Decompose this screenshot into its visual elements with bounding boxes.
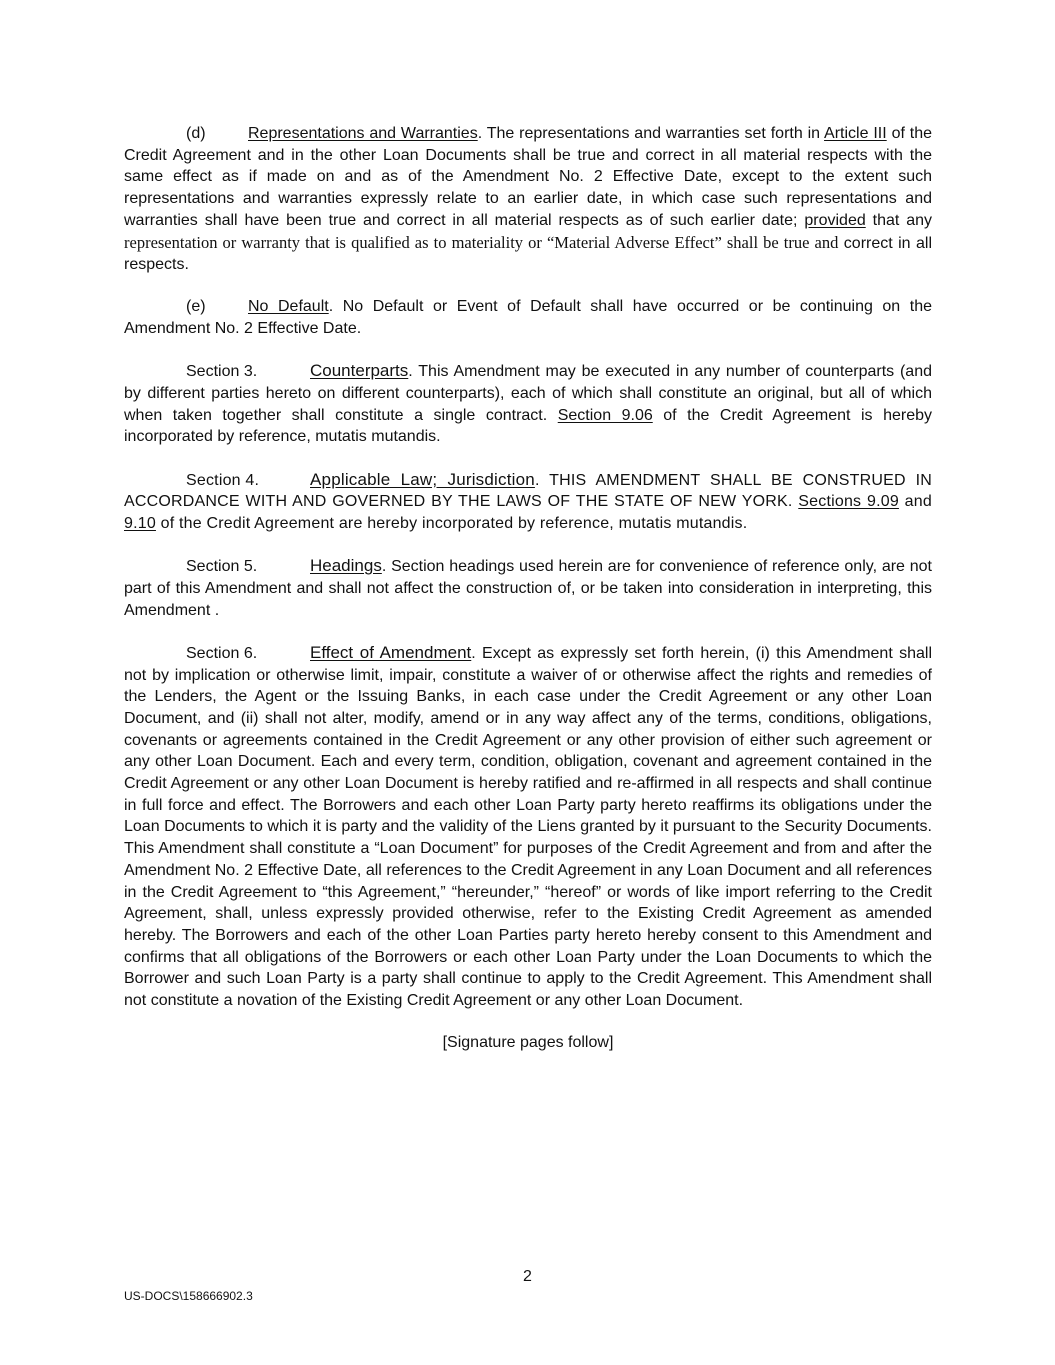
paragraph-text: of the Credit Agreement and in the other Loan Documents shall be true and correct in all material respects with the same effect as if made on and as of the Amendment No. 2 Effective Date, except to the extent such representations and warranties expressly relate to an earlier date, in which case such representations and warranties shall have been true and correct in all material respects as of such earlier date;: [124, 125, 933, 229]
section-text: . THIS AMENDMENT SHALL BE CONSTRUED IN ACCORDANCE WITH AND GOVERNED BY THE LAWS OF THE STATE OF NEW YORK.: [124, 471, 933, 511]
paragraph-heading: No Default: [248, 298, 329, 316]
section-3-counterparts: [124, 360, 932, 448]
document-id: US-DOCS\158666902.3: [124, 1289, 253, 1303]
section-text: . Except as expressly set forth herein, (i) this Amendment shall not by implication or otherwise limit, impair, constitute a waiver of or otherwise affect the rights and remedies of the Lenders, the Agent or the Issuing Banks, in each case under the Credit Agreement or any other Loan Document, and (ii) shall not alter, modify, amend or in any way affect any of the terms, conditions, obligations, covenants or agreements contained in the Credit Agreement or any other provision of either such agreement or any other Loan Document. Each and every term, condition, obligation, covenant and agreement contained in the Credit Agreement or any other Loan Document is hereby ratified and re-affirmed in all respects and shall continue in full force and effect. The Borrowers and each other Loan Party party hereto reaffirms its obligations under the Loan Documents to which it is party and the validity of the Liens granted by it pursuant to the Security Documents. This Amendment shall constitute a “Loan Document” for purposes of the Credit Agreement and from and after the Amendment No. 2 Effective Date, all references to the Credit Agreement in any Loan Document and all references in the Credit Agreement to “this Agreement,” “hereunder,” “hereof” or words of like import referring to the Credit Agreement, shall, unless expressly provided otherwise, refer to the Existing Credit Agreement as amended hereby. The Borrowers and each of the other Loan Parties party hereto hereby consent to this Amendment and confirms that all obligations of the Borrowers or each other Loan Party under the Loan Documents to which the Borrower and such Loan Party is a party shall continue to apply to the Credit Agreement. This Amendment shall not constitute a novation of the Existing Credit Agreement or any other Loan Document.: [124, 644, 933, 1010]
section-heading: Counterparts: [310, 361, 409, 381]
paragraph-marker: (e): [186, 298, 206, 316]
section-6-effect-of-amendment: [124, 642, 932, 1012]
section-heading: Applicable Law; Jurisdiction: [310, 469, 535, 489]
section-heading: Headings: [310, 556, 382, 576]
section-heading: Effect of Amendment: [310, 642, 472, 662]
document-body: [124, 123, 932, 1075]
signature-pages-note: [Signature pages follow]: [442, 1034, 614, 1052]
section-5-headings: [124, 555, 932, 621]
section-label: Section 6.: [186, 644, 258, 662]
section-4-applicable-law: [124, 469, 932, 535]
paragraph-text: . No Default or Event of Default shall have occurred or be continuing on the Amendment No. 2 Effective Date.: [124, 298, 932, 338]
page-number: 2: [523, 1268, 532, 1285]
paragraph-text: correct in all respects.: [124, 234, 932, 274]
section-text: . This Amendment may be executed in any number of counterparts (and by different parties hereto on different counterparts), each of which shall constitute an original, but all of which when taken together shall constitute a single contract.: [124, 363, 932, 424]
paragraph-text: that any: [865, 211, 933, 229]
article-reference: Article III: [824, 125, 887, 142]
section-label: Section 5.: [186, 558, 258, 576]
section-reference: Sections 9.09: [798, 493, 899, 511]
paragraph-text-serif: representation or warranty that is qualified as to materiality or “Material Adverse Effect” shall be true and: [124, 232, 839, 252]
paragraph-d-representations: [124, 123, 932, 276]
section-text: and: [898, 493, 932, 511]
section-text: of the Credit Agreement is hereby incorporated by reference, mutatis mutandis.: [124, 406, 932, 446]
section-reference: 9.10: [124, 515, 156, 533]
section-label: Section 3.: [186, 363, 258, 381]
section-reference: Section 9.06: [557, 406, 653, 424]
paragraph-text: . The representations and warranties set forth in: [477, 125, 825, 142]
section-text: . Section headings used herein are for convenience of reference only, are not part of this Amendment and shall not affect the construction of, or be taken into consideration in interpreting, this Amendment .: [124, 558, 932, 619]
paragraph-marker: (d): [186, 125, 206, 142]
provided-term: provided: [804, 211, 866, 229]
paragraph-heading: Representations and Warranties: [248, 125, 478, 142]
section-text: of the Credit Agreement are hereby incorporated by reference, mutatis mutandis.: [155, 515, 748, 533]
paragraph-e-no-default: [124, 296, 932, 339]
section-label: Section 4.: [186, 471, 260, 489]
